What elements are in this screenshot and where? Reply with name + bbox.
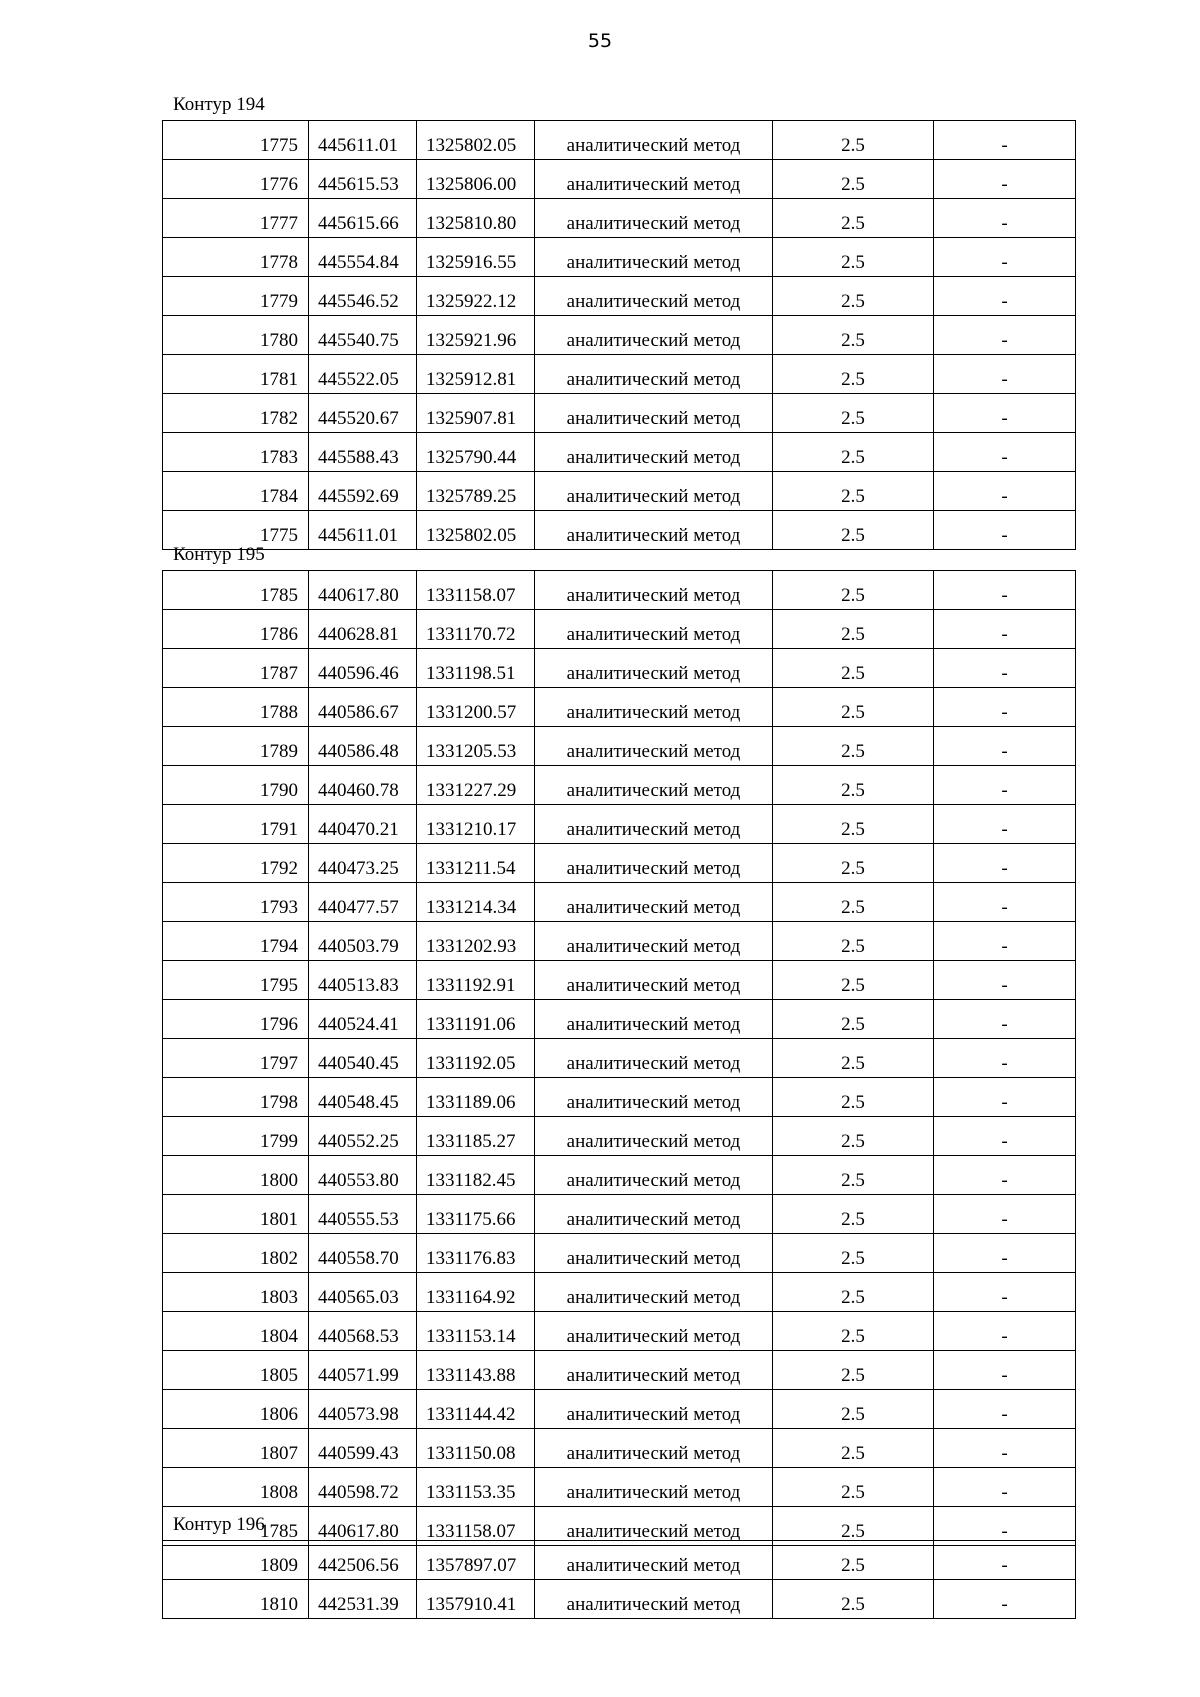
y-coordinate-cell: 1357910.41 [417,1580,535,1619]
x-coordinate-cell: 440460.78 [309,766,417,805]
method-cell: аналитический метод [535,121,773,160]
x-coordinate-cell: 440586.48 [309,727,417,766]
x-coordinate-cell: 440540.45 [309,1039,417,1078]
point-number-cell: 1797 [163,1039,309,1078]
y-coordinate-cell: 1325790.44 [417,433,535,472]
accuracy-cell: 2.5 [773,1234,934,1273]
y-coordinate-cell: 1331143.88 [417,1351,535,1390]
page-number: 55 [587,30,613,52]
accuracy-cell: 2.5 [773,199,934,238]
method-cell: аналитический метод [535,1078,773,1117]
method-cell: аналитический метод [535,160,773,199]
x-coordinate-cell: 445554.84 [309,238,417,277]
method-cell: аналитический метод [535,883,773,922]
table-row [163,961,1076,1000]
description-cell: - [934,1234,1076,1273]
coordinates-table [162,1540,1076,1619]
point-number-cell: 1785 [163,571,309,610]
description-cell: - [934,160,1076,199]
y-coordinate-cell: 1331158.07 [417,1507,535,1546]
description-cell: - [934,1468,1076,1507]
description-cell: - [934,1507,1076,1546]
coordinates-table [162,120,1076,550]
table-row [163,1117,1076,1156]
method-cell: аналитический метод [535,766,773,805]
x-coordinate-cell: 440552.25 [309,1117,417,1156]
description-cell: - [934,277,1076,316]
point-number-cell: 1779 [163,277,309,316]
x-coordinate-cell: 440571.99 [309,1351,417,1390]
accuracy-cell: 2.5 [773,1312,934,1351]
section-title: Контур 196 [173,1514,265,1535]
table-row [163,433,1076,472]
method-cell: аналитический метод [535,1312,773,1351]
y-coordinate-cell: 1331205.53 [417,727,535,766]
accuracy-cell: 2.5 [773,688,934,727]
table-row [163,1156,1076,1195]
point-number-cell: 1777 [163,199,309,238]
accuracy-cell: 2.5 [773,472,934,511]
accuracy-cell: 2.5 [773,277,934,316]
table-row [163,688,1076,727]
table-row [163,394,1076,433]
x-coordinate-cell: 440553.80 [309,1156,417,1195]
description-cell: - [934,805,1076,844]
y-coordinate-cell: 1331192.91 [417,961,535,1000]
point-number-cell: 1805 [163,1351,309,1390]
method-cell: аналитический метод [535,1195,773,1234]
y-coordinate-cell: 1331175.66 [417,1195,535,1234]
point-number-cell: 1806 [163,1390,309,1429]
y-coordinate-cell: 1331164.92 [417,1273,535,1312]
point-number-cell: 1789 [163,727,309,766]
point-number-cell: 1808 [163,1468,309,1507]
point-number-cell: 1775 [163,511,309,550]
method-cell: аналитический метод [535,1351,773,1390]
x-coordinate-cell: 440503.79 [309,922,417,961]
y-coordinate-cell: 1325907.81 [417,394,535,433]
point-number-cell: 1794 [163,922,309,961]
method-cell: аналитический метод [535,1507,773,1546]
y-coordinate-cell: 1325802.05 [417,121,535,160]
x-coordinate-cell: 440524.41 [309,1000,417,1039]
point-number-cell: 1801 [163,1195,309,1234]
point-number-cell: 1780 [163,316,309,355]
point-number-cell: 1786 [163,610,309,649]
table-row [163,1312,1076,1351]
description-cell: - [934,238,1076,277]
point-number-cell: 1784 [163,472,309,511]
point-number-cell: 1795 [163,961,309,1000]
description-cell: - [934,1580,1076,1619]
description-cell: - [934,355,1076,394]
method-cell: аналитический метод [535,844,773,883]
method-cell: аналитический метод [535,199,773,238]
y-coordinate-cell: 1331153.35 [417,1468,535,1507]
method-cell: аналитический метод [535,610,773,649]
accuracy-cell: 2.5 [773,1039,934,1078]
point-number-cell: 1783 [163,433,309,472]
y-coordinate-cell: 1331185.27 [417,1117,535,1156]
accuracy-cell: 2.5 [773,649,934,688]
point-number-cell: 1781 [163,355,309,394]
method-cell: аналитический метод [535,727,773,766]
description-cell: - [934,1351,1076,1390]
accuracy-cell: 2.5 [773,238,934,277]
x-coordinate-cell: 445611.01 [309,121,417,160]
method-cell: аналитический метод [535,316,773,355]
method-cell: аналитический метод [535,649,773,688]
table-row [163,1195,1076,1234]
accuracy-cell: 2.5 [773,1429,934,1468]
method-cell: аналитический метод [535,238,773,277]
description-cell: - [934,1039,1076,1078]
x-coordinate-cell: 440473.25 [309,844,417,883]
method-cell: аналитический метод [535,1468,773,1507]
y-coordinate-cell: 1331227.29 [417,766,535,805]
y-coordinate-cell: 1331198.51 [417,649,535,688]
method-cell: аналитический метод [535,1234,773,1273]
x-coordinate-cell: 445611.01 [309,511,417,550]
description-cell: - [934,1312,1076,1351]
table-row [163,1234,1076,1273]
description-cell: - [934,199,1076,238]
method-cell: аналитический метод [535,433,773,472]
y-coordinate-cell: 1325922.12 [417,277,535,316]
table-row [163,1390,1076,1429]
point-number-cell: 1800 [163,1156,309,1195]
x-coordinate-cell: 440548.45 [309,1078,417,1117]
accuracy-cell: 2.5 [773,1580,934,1619]
accuracy-cell: 2.5 [773,1078,934,1117]
y-coordinate-cell: 1331170.72 [417,610,535,649]
x-coordinate-cell: 440573.98 [309,1390,417,1429]
accuracy-cell: 2.5 [773,1117,934,1156]
table-row [163,844,1076,883]
x-coordinate-cell: 442531.39 [309,1580,417,1619]
accuracy-cell: 2.5 [773,805,934,844]
x-coordinate-cell: 440477.57 [309,883,417,922]
method-cell: аналитический метод [535,1039,773,1078]
accuracy-cell: 2.5 [773,727,934,766]
y-coordinate-cell: 1325789.25 [417,472,535,511]
point-number-cell: 1782 [163,394,309,433]
accuracy-cell: 2.5 [773,121,934,160]
description-cell: - [934,1541,1076,1580]
point-number-cell: 1807 [163,1429,309,1468]
x-coordinate-cell: 445615.66 [309,199,417,238]
x-coordinate-cell: 440558.70 [309,1234,417,1273]
table-row [163,1273,1076,1312]
accuracy-cell: 2.5 [773,844,934,883]
x-coordinate-cell: 440555.53 [309,1195,417,1234]
description-cell: - [934,649,1076,688]
method-cell: аналитический метод [535,805,773,844]
accuracy-cell: 2.5 [773,1195,934,1234]
point-number-cell: 1778 [163,238,309,277]
description-cell: - [934,433,1076,472]
point-number-cell: 1799 [163,1117,309,1156]
accuracy-cell: 2.5 [773,922,934,961]
accuracy-cell: 2.5 [773,316,934,355]
method-cell: аналитический метод [535,277,773,316]
description-cell: - [934,1390,1076,1429]
y-coordinate-cell: 1331211.54 [417,844,535,883]
accuracy-cell: 2.5 [773,1156,934,1195]
accuracy-cell: 2.5 [773,1351,934,1390]
point-number-cell: 1787 [163,649,309,688]
method-cell: аналитический метод [535,688,773,727]
description-cell: - [934,511,1076,550]
table-row [163,1429,1076,1468]
description-cell: - [934,766,1076,805]
accuracy-cell: 2.5 [773,160,934,199]
x-coordinate-cell: 440565.03 [309,1273,417,1312]
table-row [163,1078,1076,1117]
section-title: Контур 194 [173,94,265,115]
method-cell: аналитический метод [535,922,773,961]
table-row [163,1000,1076,1039]
description-cell: - [934,316,1076,355]
y-coordinate-cell: 1325921.96 [417,316,535,355]
accuracy-cell: 2.5 [773,1390,934,1429]
point-number-cell: 1775 [163,121,309,160]
point-number-cell: 1793 [163,883,309,922]
x-coordinate-cell: 440470.21 [309,805,417,844]
table-row [163,160,1076,199]
point-number-cell: 1791 [163,805,309,844]
accuracy-cell: 2.5 [773,1273,934,1312]
point-number-cell: 1798 [163,1078,309,1117]
y-coordinate-cell: 1331214.34 [417,883,535,922]
point-number-cell: 1804 [163,1312,309,1351]
x-coordinate-cell: 440598.72 [309,1468,417,1507]
table-row [163,1580,1076,1619]
y-coordinate-cell: 1331202.93 [417,922,535,961]
description-cell: - [934,472,1076,511]
y-coordinate-cell: 1331200.57 [417,688,535,727]
table-row [163,922,1076,961]
x-coordinate-cell: 445592.69 [309,472,417,511]
table-row [163,610,1076,649]
description-cell: - [934,1156,1076,1195]
x-coordinate-cell: 440628.81 [309,610,417,649]
table-row [163,355,1076,394]
x-coordinate-cell: 445588.43 [309,433,417,472]
table-row [163,238,1076,277]
table-row [163,883,1076,922]
accuracy-cell: 2.5 [773,1000,934,1039]
table-row [163,727,1076,766]
table-row [163,571,1076,610]
accuracy-cell: 2.5 [773,961,934,1000]
accuracy-cell: 2.5 [773,766,934,805]
accuracy-cell: 2.5 [773,571,934,610]
y-coordinate-cell: 1331158.07 [417,571,535,610]
y-coordinate-cell: 1331192.05 [417,1039,535,1078]
description-cell: - [934,688,1076,727]
accuracy-cell: 2.5 [773,1468,934,1507]
method-cell: аналитический метод [535,1390,773,1429]
x-coordinate-cell: 440568.53 [309,1312,417,1351]
y-coordinate-cell: 1325916.55 [417,238,535,277]
table-row [163,199,1076,238]
y-coordinate-cell: 1325912.81 [417,355,535,394]
accuracy-cell: 2.5 [773,355,934,394]
accuracy-cell: 2.5 [773,1507,934,1546]
method-cell: аналитический метод [535,1273,773,1312]
table-row [163,121,1076,160]
point-number-cell: 1803 [163,1273,309,1312]
y-coordinate-cell: 1331144.42 [417,1390,535,1429]
contour-section [162,1510,1075,1619]
description-cell: - [934,844,1076,883]
point-number-cell: 1790 [163,766,309,805]
method-cell: аналитический метод [535,1429,773,1468]
description-cell: - [934,1078,1076,1117]
y-coordinate-cell: 1325802.05 [417,511,535,550]
section-title: Контур 195 [173,544,265,565]
x-coordinate-cell: 440596.46 [309,649,417,688]
y-coordinate-cell: 1331189.06 [417,1078,535,1117]
table-row [163,1468,1076,1507]
y-coordinate-cell: 1331210.17 [417,805,535,844]
method-cell: аналитический метод [535,1541,773,1580]
point-number-cell: 1788 [163,688,309,727]
description-cell: - [934,1000,1076,1039]
description-cell: - [934,1117,1076,1156]
description-cell: - [934,1195,1076,1234]
y-coordinate-cell: 1325810.80 [417,199,535,238]
method-cell: аналитический метод [535,472,773,511]
method-cell: аналитический метод [535,511,773,550]
table-row [163,1541,1076,1580]
contour-section [162,540,1075,1546]
accuracy-cell: 2.5 [773,610,934,649]
x-coordinate-cell: 440617.80 [309,1507,417,1546]
x-coordinate-cell: 440617.80 [309,571,417,610]
y-coordinate-cell: 1331191.06 [417,1000,535,1039]
method-cell: аналитический метод [535,394,773,433]
point-number-cell: 1796 [163,1000,309,1039]
accuracy-cell: 2.5 [773,511,934,550]
accuracy-cell: 2.5 [773,1541,934,1580]
description-cell: - [934,571,1076,610]
x-coordinate-cell: 442506.56 [309,1541,417,1580]
method-cell: аналитический метод [535,1580,773,1619]
description-cell: - [934,121,1076,160]
y-coordinate-cell: 1331176.83 [417,1234,535,1273]
table-row [163,1351,1076,1390]
table-row [163,472,1076,511]
method-cell: аналитический метод [535,1156,773,1195]
x-coordinate-cell: 445520.67 [309,394,417,433]
point-number-cell: 1776 [163,160,309,199]
x-coordinate-cell: 445540.75 [309,316,417,355]
y-coordinate-cell: 1331150.08 [417,1429,535,1468]
description-cell: - [934,394,1076,433]
y-coordinate-cell: 1331153.14 [417,1312,535,1351]
method-cell: аналитический метод [535,1000,773,1039]
x-coordinate-cell: 440599.43 [309,1429,417,1468]
coordinates-table [162,570,1076,1546]
description-cell: - [934,961,1076,1000]
description-cell: - [934,1273,1076,1312]
description-cell: - [934,727,1076,766]
method-cell: аналитический метод [535,571,773,610]
x-coordinate-cell: 440586.67 [309,688,417,727]
table-row [163,805,1076,844]
table-row [163,649,1076,688]
method-cell: аналитический метод [535,961,773,1000]
description-cell: - [934,922,1076,961]
point-number-cell: 1809 [163,1541,309,1580]
point-number-cell: 1785 [163,1507,309,1546]
table-row [163,316,1076,355]
table-row [163,1039,1076,1078]
y-coordinate-cell: 1331182.45 [417,1156,535,1195]
table-row [163,277,1076,316]
accuracy-cell: 2.5 [773,883,934,922]
description-cell: - [934,610,1076,649]
y-coordinate-cell: 1325806.00 [417,160,535,199]
description-cell: - [934,1429,1076,1468]
accuracy-cell: 2.5 [773,394,934,433]
description-cell: - [934,883,1076,922]
x-coordinate-cell: 445522.05 [309,355,417,394]
method-cell: аналитический метод [535,1117,773,1156]
point-number-cell: 1792 [163,844,309,883]
y-coordinate-cell: 1357897.07 [417,1541,535,1580]
table-row [163,766,1076,805]
x-coordinate-cell: 440513.83 [309,961,417,1000]
accuracy-cell: 2.5 [773,433,934,472]
x-coordinate-cell: 445546.52 [309,277,417,316]
point-number-cell: 1802 [163,1234,309,1273]
x-coordinate-cell: 445615.53 [309,160,417,199]
point-number-cell: 1810 [163,1580,309,1619]
method-cell: аналитический метод [535,355,773,394]
contour-section [162,90,1075,550]
